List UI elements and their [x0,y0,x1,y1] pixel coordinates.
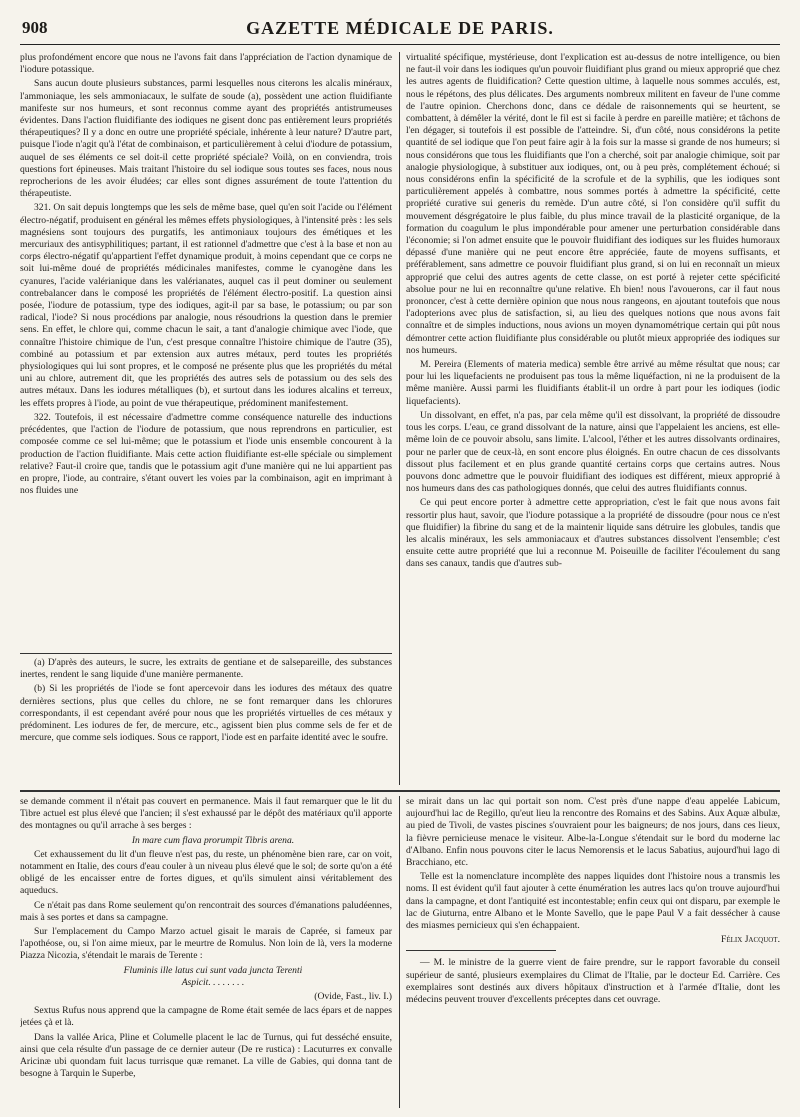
latin-quote: In mare cum flava prorumpit Tibris arena. [131,834,295,846]
paragraph: Ce qui peut encore porter à admettre cette appropriation, c'est le fait que nous avons fait ressortir plus haut, savoir, que l'iodure potassique a la propriété de dissoudre (pour nous ce n'est que fluidifier) la fibrine du sang et de la maintenir liquide sans détruire les globules, tandis que les alcalis minéraux, les sels ammoniacaux et d'autres substances dissolvent l'ensemble; c'est ensuite cette autre propriété que lui a reconnue M. Poiseuille de faciliter l'écoulement du sang dans ses canaux, tandis que d'autres sub- [406,497,780,570]
footnote-divider [20,653,392,654]
latin-quote-line: Fluminis ille latus cui sunt vada juncta Terenti [123,964,303,976]
paragraph: 321. On sait depuis longtemps que les sels de même base, quel qu'en soit l'acide ou l'élément électro-négatif, produisent en général les mêmes effets physiologiques, à l'intensité près : les sels magnésiens sont toujours des purgatifs, les antimoniaux toujours des émétiques et les mercuriaux des antisyphilitiques; partant, il est rationnel d'admettre que c'est à la base et non au corps électro-négatif qu'appartient l'effet dynamique produit, à moins cependant que ce corps ne soit lui-même doué de propriétés médicinales manifestes, comme le cyanogène dans les cyanures, l'acide valérianique dans les valérianates, auquel cas il peut dominer ou seulement contrebalancer dans le composé les propriétés de l'élément électro-positif. La question ainsi posée, l'iodure de potassium, type des iodiques, agit-il par sa base, le potassium; ou par son radical, l'iode? Si nous procédions par analogie, nous résoudrions la question dans le premier sens. En effet, le chlore qui, comme chacun le sait, a tant d'analogie chimique avec l'iode, que connaître l'histoire chimique de l'un, c'est presque connaître l'histoire chimique de l'autre (35), combiné au potassium et par extension aux autres métaux, perd toutes les propriétés physiologiques qui lui sont propres, et le composé ne présente plus que les propriétés du métal uni au chlore, autrement dit, que les propriétés des autres sels de potassium ou des sels des autres métaux. Dans les iodures métalliques (b), et surtout dans les iodures alcalins et terreux, les effets propres à l'iode, au point de vue thérapeutique, prédominent manifestement. [20,202,392,409]
footnote: (b) Si les propriétés de l'iode se font apercevoir dans les iodures des métaux des quatre dernières sections, plus que celles du chlore, ne se font remarquer dans les chlorures correspondants, il est cependant avéré pour nous que les propriétés virtuelles de ces métaux y prédominent. Les iodures de fer, de mercure, etc., agissent bien plus comme sels de fer et de mercure, que comme sels iodiques. Sous ce rapport, l'iode est en parfaite identité avec le soufre. [20,683,392,744]
news-paragraph: — M. le ministre de la guerre vient de faire prendre, sur le rapport favorable du conseil supérieur de santé, plusieurs exemplaires du Climat de l'Italie, par le docteur Ed. Carrière. Ces exemplaires sont destinés aux divers hôpitaux d'instruction et à l'armée d'Italie, dont les médecins peuvent trouver d'excellents préceptes dans cet ouvrage. [406,957,780,1006]
right-column [406,52,780,785]
page-number: 908 [22,18,48,37]
left-footnotes [20,657,392,783]
column-divider [399,52,400,785]
quote-source: (Ovide, Fast., liv. I.) [314,991,392,1003]
paragraph: Sans aucun doute plusieurs substances, parmi lesquelles nous citerons les alcalis minéraux, l'ammoniaque, les sels ammoniacaux, le sulfate de soude (a), possèdent une action fluidifiante manifeste sur nos humeurs, et sont reconnus comme ayant des propriétés antistrumeuses évidentes. Dans l'action fluidifiante des iodiques ne gisent donc pas entièrement leurs propriétés thérapeutiques? Il y a donc en outre une propriété spéciale, inhérente à leur nature? D'autre part, puisque l'iode n'agit qu'à l'état de combinaison, et particulièrement à celui d'iodure de potassium, auquel de ses éléments ce sel doit-il cette propriété spéciale? Voilà, on en conviendra, trois questions fort épineuses. Mais traitant l'histoire du sel iodique sous toutes ses faces, nous nous reprocherions de les avoir éludées; car elles sont dignes assurément de toute l'attention du thérapeutiste. [20,78,392,200]
journal-title: GAZETTE MÉDICALE DE PARIS. [246,18,554,38]
column-divider [399,796,400,1108]
paragraph: Ce n'était pas dans Rome seulement qu'on rencontrait des sources d'émanations paludéennes, mais à ses portes et dans sa campagne. [20,899,392,923]
paragraph: Sur l'emplacement du Campo Marzo actuel gisait le marais de Caprée, si fameux par l'apothéose, ou, si l'on aime mieux, par le meurtre de Romulus. Non loin de là, vers la moderne Piazza Nicozia, s'étendait le marais de Terente : [20,926,392,962]
paragraph: se mirait dans un lac qui portait son nom. C'est près d'une nappe d'eau appelée Labicum, aujourd'hui lac de Regillo, qu'eut lieu la rencontre des Romains et des Sabins. Aux Aquæ albulæ, au pied de Tivoli, de vastes piscines s'ouvraient pour les baigneurs; de nos jours, dans ces lieux, la fièvre pernicieuse menace le visiteur. Albe-la-Longue s'étendait sur le bord du moderne lac d'Albano. Enfin nous pouvons citer le lacus Nemorensis et le lacus Sabatius, aujourd'hui lago di Bracchiano, etc. [406,796,780,869]
paragraph: Cet exhaussement du lit d'un fleuve n'est pas, du reste, un phénomène bien rare, car on voit, notamment en Italie, des cours d'eau couler à un niveau plus élevé que le sol; de sorte qu'on a été obligé de les encaisser entre de fortes digues, et qu'ils simulent ainsi véritablement des aqueducs. [20,848,392,897]
bottom-right-column [406,796,780,1108]
paragraph: Un dissolvant, en effet, n'a pas, par cela même qu'il est dissolvant, la propriété de dissoudre tous les corps. L'eau, ce grand dissolvant de la nature, ainsi que l'appelaient les anciens, est elle-même loin de ce pouvoir absolu, sans limite. L'alcool, l'éther et les autres dissolvants ordinaires, pour ne parler que de ceux-là, en sont encore plus éloignés. En outre chacun de ces dissolvants dissout plus facilement et en plus grande quantité certains corps que certains autres. Nous pouvons donc admettre que le pouvoir fluidifiant des iodiques est différent, mieux approprié à nos humeurs dans des cas pathologiques donnés, que celui des autres fluidifiants connus. [406,409,780,495]
left-column [20,52,392,650]
author-signature: Félix Jacquot. [721,934,780,946]
paragraph: Sextus Rufus nous apprend que la campagne de Rome était semée de lacs épars et de nappes jetées çà et là. [20,1005,392,1029]
paragraph: M. Pereira (Elements of materia medica) semble être arrivé au même résultat que nous; car pour lui les liquefacients ne produisent pas tous la même liquéfaction, ni ne la produisent de la même manière. Aussi parmi les fluidifiants établit-il un ordre à part pour les iodiques (iodic liquefacients). [406,359,780,407]
page-header [20,18,780,45]
paragraph: Telle est la nomenclature incomplète des nappes liquides dont l'histoire nous a transmis les noms. Il est évident qu'il faut ajouter à cette énumération les autres lacs qu'on trouve aujourd'hui dans la campagne, et dont l'antiquité est incontestable; enfin ceux qui ont disparu, par exemple le lac de Giuturna, entre Albano et le Monte Savello, que le pape Paul V a fait dessécher à cause des miasmes pernicieux qui s'en échappaient. [406,871,780,932]
paragraph: virtualité spécifique, mystérieuse, dont l'explication est au-dessus de notre intelligence, ou bien ne faut-il voir dans les iodiques qu'un pouvoir fluidifiant plus grand ou mieux approprié que chez les autres agents de fluidification? Cette question ultime, à laquelle nous sommes acculés, est, nous le répétons, des plus délicates. Des arguments nombreux militent en faveur de l'une comme de l'autre opinion. Cherchons donc, dans ce dédale de raisonnements qui se heurtent, se combattent, à démêler la vérité, dont le fil est si facile à perdre en pareille matière; et tâchons de l'en dégager, si toutefois il est possible de l'atteindre. Si, d'un côté, nous considérons la petite quantité de sel iodique que l'on peut faire agir à la fois sur la masse si grande de nos humeurs; si nous considérons que tous les fluidifiants que l'on a cherché, soit par analogie chimique, soit par analogie physiologique, à substituer aux iodiques, ont, ou à peu près, complétement échoué; si nous considérons enfin la spécificité de la scrofule et de la syphilis, que les iodiques sont particulièrement appelés à combattre, nous sommes portés à admettre la spécificité, cette propriété curative sui generis du remède. D'un autre côté, si l'on considère qu'il suffit du mouvement désgrégatoire le plus faible, du plus mince travail de la plasticité organique, de la formation du coagulum le plus impondérable pour amener une perturbation considérable dans l'économie; si l'on admet ensuite que le pouvoir fluidifiant des iodiques sur les fluides humoraux dépassé d'une manière qui ne peut encore être appréciée, faute de moyens suffisants, et préférablement, sans admettre ce pouvoir fluidifiant plus grand, si on lui en reconnaît un mieux approprié que celui des autres agents de cette classe, on est porté à rejeter cette spécificité absolue pour ne lui en reconnaître qu'une relative. Eh bien! nous l'avouerons, car il faut nous prononcer, c'est à cette dernière opinion que nous nous rangeons, en ajoutant toutefois que nous l'adopterions avec plus de satisfaction, si, au lieu des quelques notions que nous avons fait connaître et de simples inductions, nous avions un moyen dynamométrique certain qui pût nous démontrer cette action fluidifiante plus considérable ou plutôt mieux appropriée des iodiques sur nos humeurs. [406,52,780,356]
section-divider [20,790,780,792]
latin-quote-line: Aspicit. . . . . . . . [181,976,245,988]
paragraph: 322. Toutefois, il est nécessaire d'admettre comme conséquence naturelle des inductions précédentes, que l'action de l'iodure de potassium, que nous reprendrons en particulier, est composée comme ce sel lui-même; que le potassium et l'iode unis ensemble concourent à la production de l'action fluidifiante. Mais cette action fluidifiante est-elle spéciale ou simplement relative? Faut-il croire que, tandis que le potassium agit d'une manière qui ne lui appartient pas en propre, l'iode, au contraire, s'étant ouvert les voies par la combinaison, agit en imprimant à nos fluides une [20,411,392,497]
bottom-left-column [20,796,392,1108]
signature-divider [406,950,556,951]
paragraph: Dans la vallée Arica, Pline et Columelle placent le lac de Turnus, qui fut desséché ensuite, ainsi que cela résulte d'un passage de ce dernier auteur (De re rustica) : Lacuturres ex convalle Aricinæ ubi quondam fuit lacus turrisque quæ remanet. La ville de Gabies, qui donna tant de besogne à Tarquin le Superbe, [20,1031,392,1080]
paragraph: se demande comment il n'était pas couvert en permanence. Mais il faut remarquer que le lit du Tibre actuel est plus élevé que l'ancien; il s'est exhaussé par le dépôt des matériaux qu'il apporte des montagnes ou qu'il arrache à ses berges : [20,796,392,832]
footnote: (a) D'après des auteurs, le sucre, les extraits de gentiane et de salsepareille, des substances inertes, rendent le sang liquide d'une manière permanente. [20,657,392,681]
paragraph: plus profondément encore que nous ne l'avons fait dans l'appréciation de l'action dynamique de l'iodure potassique. [20,52,392,76]
